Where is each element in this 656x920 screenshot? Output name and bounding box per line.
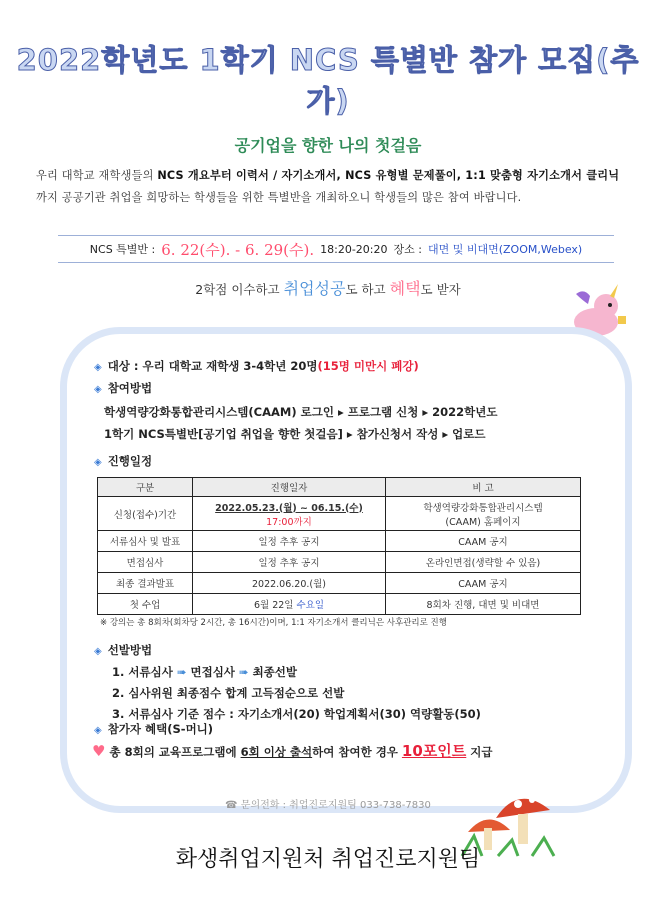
table-cell [193, 497, 386, 531]
slogan-a: 2학점 이수하고 [195, 282, 284, 297]
heart-icon: ♥ [92, 742, 106, 760]
slogan-b: 취업성공 [283, 279, 346, 298]
table-cell: 2022.06.20.(월) [193, 573, 386, 594]
method-line-2: 1학기 NCS특별반[공기업 취업을 향한 첫걸음] ▸ 참가신청서 작성 ▸ 업로드 [104, 427, 486, 441]
schedule-dates: 6. 22(수). - 6. 29(수). [161, 240, 315, 259]
diamond-icon: ◈ [94, 457, 102, 468]
schedule-line [58, 235, 614, 263]
table-cell-date: 2022.05.23.(월) ~ 06.15.(수) [215, 502, 363, 514]
table-cell: 첫 수업 [98, 594, 193, 615]
benefit-e: 지급 [466, 745, 493, 759]
place-value: 대면 및 비대면(ZOOM,Webex) [427, 243, 583, 256]
progress-header-row [94, 453, 152, 469]
table-row [98, 552, 581, 573]
table-header-row [98, 478, 581, 497]
table-cell [193, 594, 386, 615]
method-header-row [94, 380, 152, 396]
table-cell: 일정 추후 공지 [193, 531, 386, 552]
table-cell: 면접심사 [98, 552, 193, 573]
intro-paragraph [36, 165, 626, 209]
target-note: (15명 미만시 폐강) [317, 359, 419, 373]
contact-line: ☎ 문의전화 : 취업진로지원팀 033-738-7830 [225, 800, 431, 811]
footnote: ※ 강의는 총 8회차(회차당 2시간, 총 16시간)이며, 1:1 자기소개서 클리닉은 사후관리로 진행 [100, 618, 447, 628]
table-cell: 일정 추후 공지 [193, 552, 386, 573]
slogan-e: 도 받자 [420, 282, 461, 297]
table-cell-date: 6월 22일 [253, 600, 297, 611]
schedule-table [97, 477, 581, 615]
diamond-icon: ◈ [94, 725, 102, 736]
table-cell: CAAM 공지 [386, 531, 581, 552]
place-label: 장소 : [393, 243, 422, 256]
benefit-header-row [94, 721, 213, 737]
diamond-icon: ◈ [94, 646, 102, 657]
benefit-a: 총 8회의 교육프로그램에 [109, 745, 241, 759]
table-row [98, 594, 581, 615]
step-1c: 최종선발 [248, 665, 298, 679]
target-count: 20명 [290, 359, 318, 373]
benefit-b: 6회 이상 출석 [240, 745, 313, 759]
schedule-time: 18:20-20:20 [320, 242, 388, 256]
table-cell-line: (CAAM) 홈페이지 [445, 516, 521, 528]
schedule-label: NCS 특별반 : [89, 243, 156, 256]
selection-step-1 [112, 664, 297, 680]
table-cell: 최종 결과발표 [98, 573, 193, 594]
benefit-points: 10포인트 [401, 742, 467, 760]
arrow-icon: ➠ [176, 665, 187, 679]
table-row [98, 531, 581, 552]
method-line-1: 학생역량강화통합관리시스템(CAAM) 로그인 ▸ 프로그램 신청 ▸ 2022학년도 [104, 405, 498, 419]
subtitle: 공기업을 향한 나의 첫걸음 [234, 136, 422, 155]
table-cell-line: 학생역량강화통합관리시스템 [423, 502, 543, 514]
benefit-c: 하여 참여한 경우 [312, 745, 402, 759]
table-cell: 서류심사 및 발표 [98, 531, 193, 552]
selection-step-2: 2. 심사위원 최종점수 합계 고득점순으로 선발 [112, 686, 345, 700]
method-header: 참여방법 [107, 381, 153, 395]
table-header: 진행일자 [193, 478, 386, 497]
target-row [94, 358, 419, 374]
diamond-icon: ◈ [94, 362, 102, 373]
table-cell: 온라인면접(생략할 수 있음) [386, 552, 581, 573]
slogan-d: 혜택 [389, 279, 421, 298]
table-cell-deadline: 17:00까지 [266, 516, 312, 528]
benefit-header: 참가자 혜택(S-머니) [107, 722, 214, 736]
slogan [0, 276, 656, 299]
diamond-icon: ◈ [94, 384, 102, 395]
department-name: 화생취업지원처 취업진로지원팀 [175, 847, 481, 872]
table-row [98, 497, 581, 531]
selection-header-row [94, 642, 152, 658]
progress-header: 진행일정 [107, 454, 153, 468]
table-cell: 신청(접수)기간 [98, 497, 193, 531]
page-title: 2022학년도 1학기 NCS 특별반 참가 모집(추가) [16, 43, 640, 118]
table-header: 구분 [98, 478, 193, 497]
table-cell: 8회차 진행, 대면 및 비대면 [386, 594, 581, 615]
arrow-icon: ➠ [238, 665, 249, 679]
intro-text-2: 까지 공공기관 취업을 희망하는 학생들을 위한 특별반을 개최하오니 학생들의 많은 참여 바랍니다. [36, 191, 522, 204]
target-label: 대상 : 우리 대학교 재학생 3-4학년 [107, 359, 291, 373]
table-header: 비 고 [386, 478, 581, 497]
table-cell [386, 497, 581, 531]
benefit-line [92, 740, 493, 761]
slogan-c: 도 하고 [345, 282, 390, 297]
selection-step-3: 3. 서류심사 기준 점수 : 자기소개서(20) 학업계획서(30) 역량활동(50) [112, 707, 481, 721]
table-row [98, 573, 581, 594]
step-1a: 1. 서류심사 [112, 665, 177, 679]
intro-bold: NCS 개요부터 이력서 / 자기소개서, NCS 유형별 문제풀이, 1:1 맞춤형 자기소개서 클리닉 [157, 169, 620, 182]
intro-text-1: 우리 대학교 재학생들의 [36, 169, 158, 182]
step-1b: 면접심사 [186, 665, 239, 679]
table-cell-weekday: 수요일 [296, 600, 325, 611]
selection-header: 선발방법 [107, 643, 153, 657]
table-cell: CAAM 공지 [386, 573, 581, 594]
